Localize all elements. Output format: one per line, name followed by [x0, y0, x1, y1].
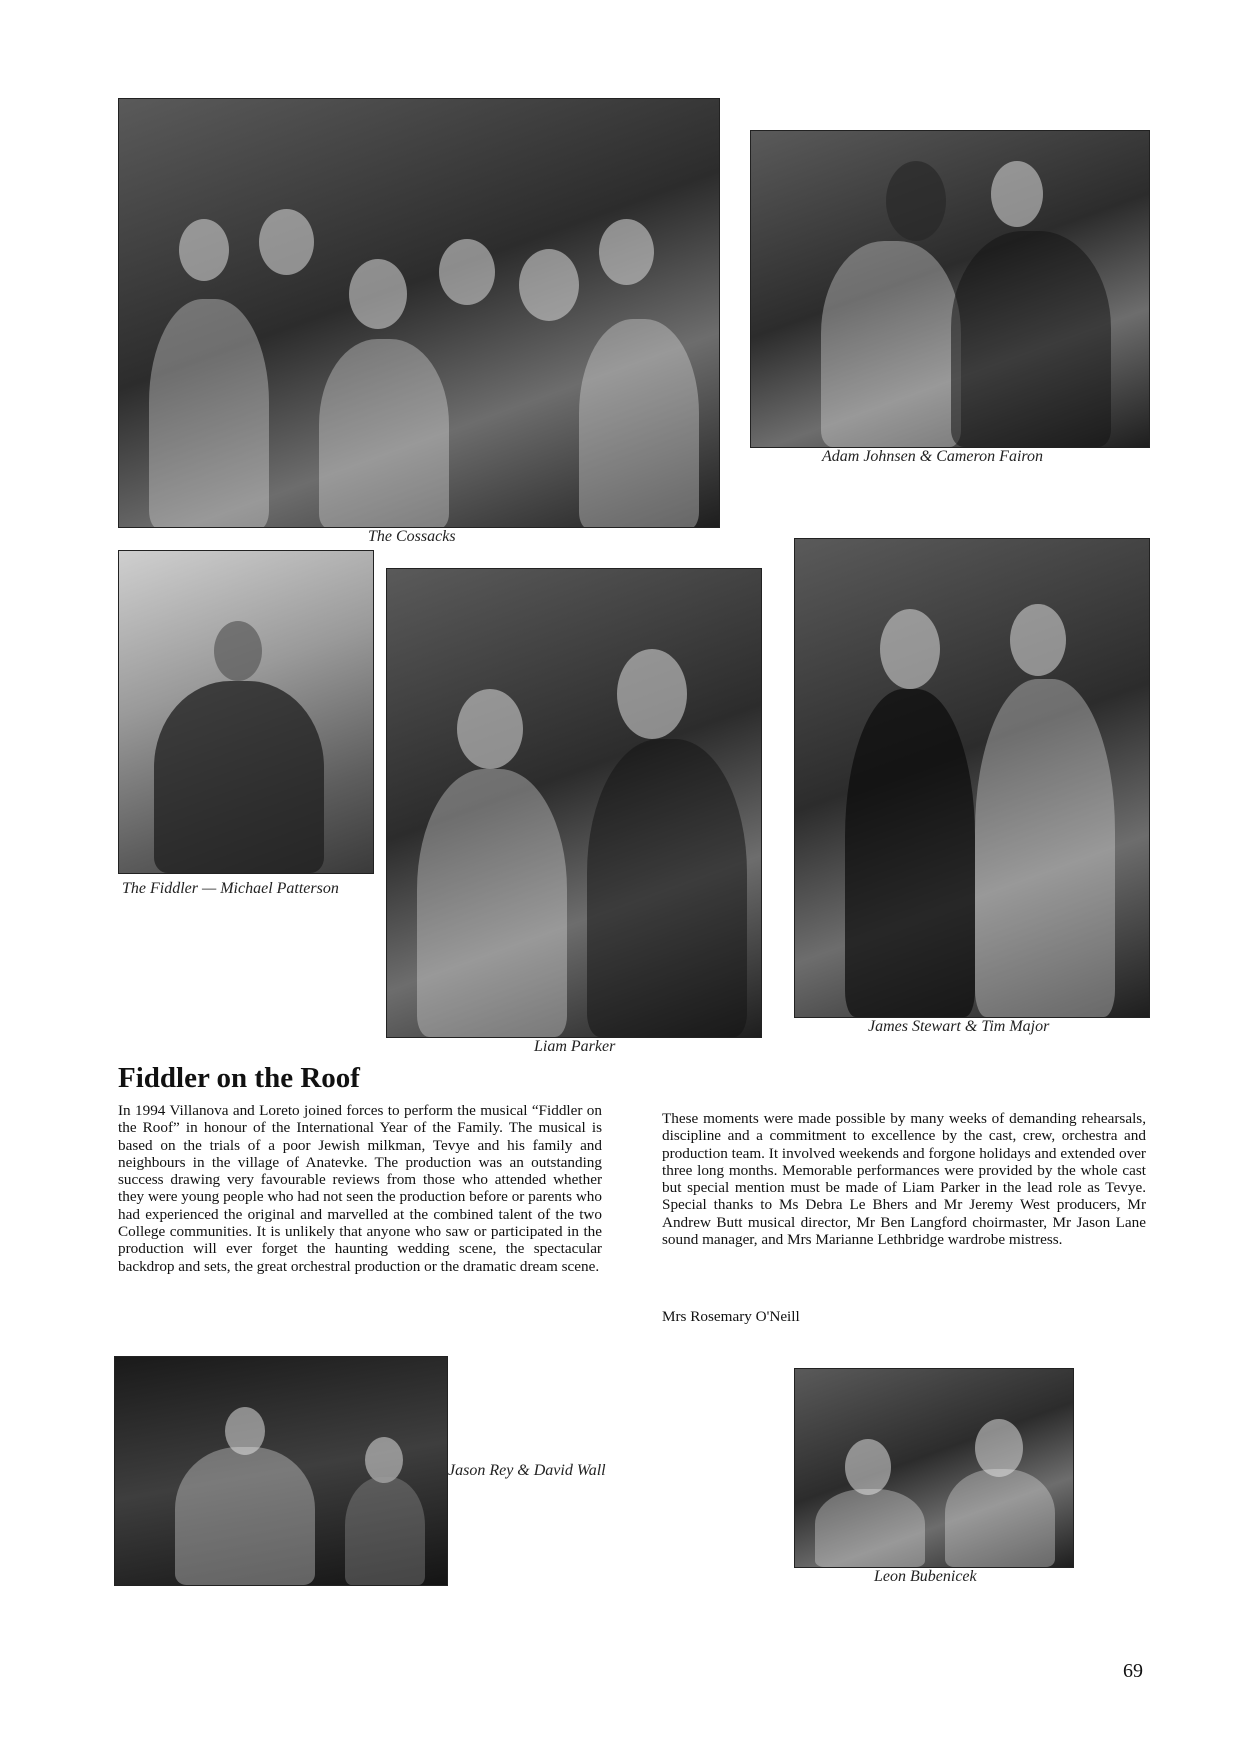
caption-johnsen-fairon: Adam Johnsen & Cameron Fairon — [822, 448, 1044, 465]
caption-stewart-major: James Stewart & Tim Major — [868, 1018, 1050, 1035]
article-paragraph-left: In 1994 Villanova and Loreto joined forces to perform the musical “Fiddler on the Roof” in honour of the International Year of the Family. The musical is based on the trials of a poor Jewish milkman, Tevye and his family and neighbours in the village of Anatevke. The production was an outstanding success drawing very favourable reviews from those who attended whether they were young people who had not seen the production before or parents who had experienced the original and marvelled at the combined talent of the two College communities. It is unlikely that anyone who saw or participated in the production will ever forget the haunting wedding scene, the spectacular backdrop and sets, the great orchestral production or the dramatic dream scene. — [118, 1102, 602, 1275]
photo-rey-wall — [114, 1356, 448, 1586]
photo-johnsen-fairon — [750, 130, 1150, 448]
page-number: 69 — [1123, 1660, 1143, 1682]
caption-liam-parker: Liam Parker — [534, 1038, 616, 1055]
photo-the-cossacks — [118, 98, 720, 528]
caption-the-cossacks: The Cossacks — [368, 528, 456, 545]
caption-the-fiddler: The Fiddler — Michael Patterson — [122, 880, 339, 897]
caption-leon-bubenicek: Leon Bubenicek — [874, 1568, 977, 1585]
caption-rey-wall: Jason Rey & David Wall — [448, 1462, 606, 1479]
article-title: Fiddler on the Roof — [118, 1062, 360, 1094]
photo-leon-bubenicek — [794, 1368, 1074, 1568]
photo-the-fiddler — [118, 550, 374, 874]
photo-stewart-major — [794, 538, 1150, 1018]
article-paragraph-right: These moments were made possible by many weeks of demanding rehearsals, discipline and a commitment to excellence by the cast, crew, orchestra and production team. It involved weekends and forgone holidays and extended over three long months. Memorable performances were provided by the whole cast but special mention must be made of Liam Parker in the lead role as Tevye. Special thanks to Ms Debra Le Bhers and Mr Jeremy West producers, Mr Andrew Butt musical director, Mr Ben Langford choirmaster, Mr Jason Lane sound manager, and Mrs Marianne Lethbridge wardrobe mistress. — [662, 1110, 1146, 1249]
photo-liam-parker — [386, 568, 762, 1038]
article-author: Mrs Rosemary O'Neill — [662, 1308, 800, 1325]
